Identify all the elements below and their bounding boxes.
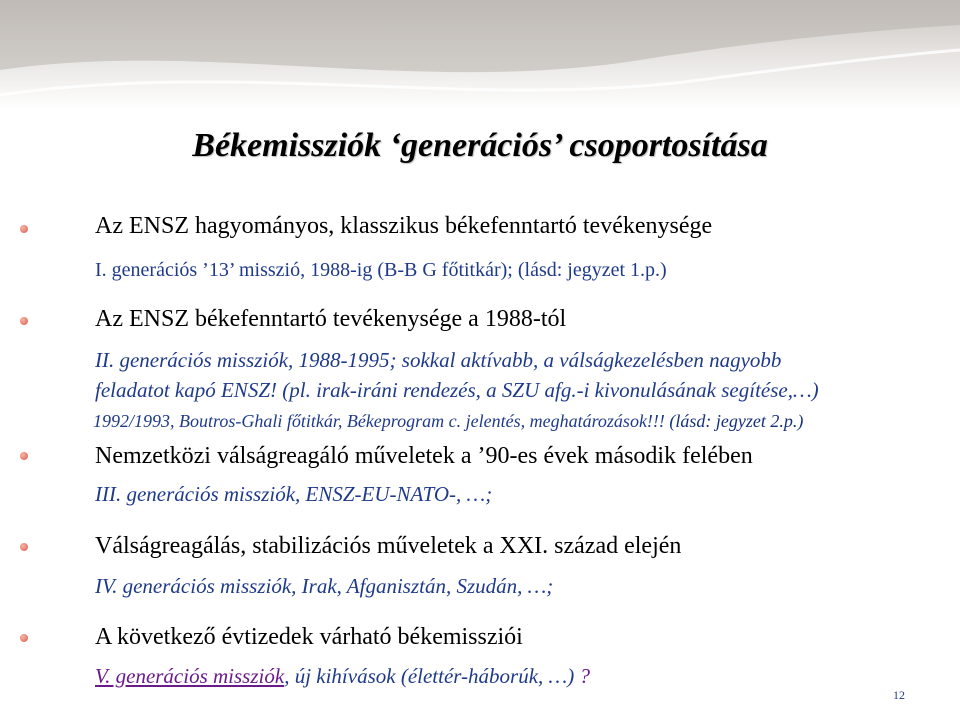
item-5-question: ? [579,664,590,688]
item-3-sub: III. generációs missziók, ENSZ-EU-NATO-, …; [95,482,493,506]
item-5-main: A következő évtizedek várható békemissziói [95,624,523,650]
slide-title: Békemissziók ‘generációs’ csoportosítása [192,127,768,164]
bullet-3 [20,452,28,460]
item-2-report-text: 1992/1993, Boutros-Ghali főtitkár, Békeprogram c. jelentés, meghatározások!!! [93,411,665,431]
header-wave-decoration [0,0,960,110]
item-5-text: , új kihívások (élettér-háborúk, …) [284,664,580,688]
item-1-sub: I. generációs ’13’ misszió, 1988-ig (B-B G főtitkár); (lásd: jegyzet 1.p.) [95,259,667,281]
item-4-sub: IV. generációs missziók, Irak, Afganisztán, Szudán, …; [95,574,554,598]
item-2-sub-line-2: feladatot kapó ENSZ! (pl. irak-iráni rendezés, a SZU afg.-i kivonulásának segítése,…) [95,378,819,402]
bullet-2 [20,317,28,325]
item-4-main: Válságreagálás, stabilizációs műveletek a XXI. század elején [95,533,682,559]
bullet-5 [20,634,28,642]
item-5-sub [95,664,590,689]
item-2-note: (lásd: jegyzet 2.p.) [664,411,804,431]
item-2-main: Az ENSZ békefenntartó tevékenysége a 1988-tól [95,306,567,332]
item-2-sub-line-1: II. generációs missziók, 1988-1995; sokkal aktívabb, a válságkezelésben nagyobb [95,348,782,372]
bullet-4 [20,543,28,551]
page-number: 12 [893,688,905,702]
item-2-sub-line-3 [93,411,803,432]
item-5-highlight: V. generációs missziók [95,664,285,688]
item-1-main: Az ENSZ hagyományos, klasszikus békefenntartó tevékenysége [95,213,713,239]
bullet-1 [20,225,28,233]
item-3-main: Nemzetközi válságreagáló műveletek a ’90-es évek második felében [95,443,753,469]
